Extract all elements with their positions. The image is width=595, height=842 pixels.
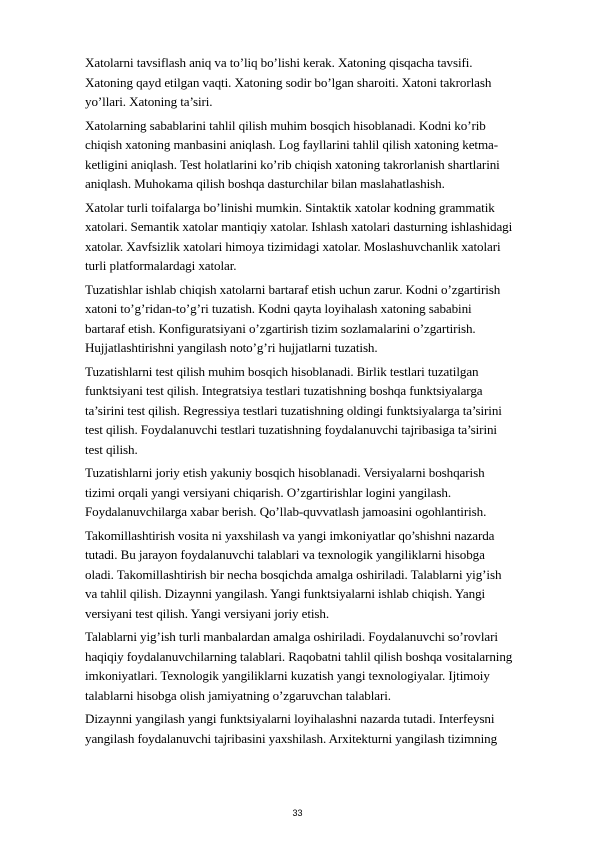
document-body — [85, 53, 555, 752]
page-number: 33 — [292, 808, 303, 818]
paragraph: Talablarni yig’ish turli manbalardan amalga oshiriladi. Foydalanuvchi so’rovlari haqiqiy foydalanuvchilarning talablari. Raqobatni tahlil qilish boshqa vositalarning imkoniyatlari. Texnologik yangiliklarni kuzatish yangi texnologiyalar. Ijtimoiy talablarni hisobga olish jamiyatning o’zgaruvchan talablari. — [85, 629, 513, 703]
paragraph: Tuzatishlarni test qilish muhim bosqich hisoblanadi. Birlik testlari tuzatilgan funktsiyani test qilish. Integratsiya testlari tuzatishning boshqa funktsiyalarga ta’sirini test qilish. Regressiya testlari tuzatishning oldingi funktsiyalarga ta’sirini test qilish. Foydalanuvchi testlari tuzatishning foydalanuvchi tajribasiga ta’sirini test qilish. — [85, 363, 502, 457]
paragraph: Tuzatishlarni joriy etish yakuniy bosqich hisoblanadi. Versiyalarni boshqarish tizimi orqali yangi versiyani chiqarish. O’zgartirishlar logini yangilash. Foydalanuvchilarga xabar berish. Qo’llab-quvvatlash jamoasini ogohlantirish. — [85, 465, 487, 519]
paragraph: Dizaynni yangilash yangi funktsiyalarni loyihalashni nazarda tutadi. Interfeysni yangilash foydalanuvchi tajribasini yaxshilash. Arxitekturni yangilash tizimning — [85, 711, 498, 746]
paragraph: Takomillashtirish vosita ni yaxshilash va yangi imkoniyatlar qo’shishni nazarda tutadi. Bu jarayon foydalanuvchi talablari va texnologik yangiliklarni hisobga oladi. Takomillashtirish bir necha bosqichda amalga oshiriladi. Talablarni yig’ish va tahlil qilish. Dizaynni yangilash. Yangi funktsiyalarni ishlab chiqish. Yangi versiyani test qilish. Yangi versiyani joriy etish. — [85, 527, 502, 621]
paragraph: Tuzatishlar ishlab chiqish xatolarni bartaraf etish uchun zarur. Kodni o’zgartirish xatoni to’g’ridan-to’g’ri tuzatish. Kodni qayta loyihalash xatoning sababini bartaraf etish. Konfiguratsiyani o’zgartirish tizim sozlamalarini o’zgartirish. Hujjatlashtirishni yangilash noto’g’ri hujjatlarni tuzatish. — [85, 281, 501, 355]
paragraph: Xatolarni tavsiflash aniq va to’liq bo’lishi kerak. Xatoning qisqacha tavsifi. Xatoning qayd etilgan vaqti. Xatoning sodir bo’lgan sharoiti. Xatoni takrorlash yo’llari. Xatoning ta’siri. — [85, 55, 492, 109]
paragraph: Xatolar turli toifalarga bo’linishi mumkin. Sintaktik xatolar kodning grammatik xatolari. Semantik xatolar mantiqiy xatolar. Ishlash xatolari dasturning ishlashidagi xatolar. Xavfsizlik xatolari himoya tizimidagi xatolar. Moslashuvchanlik xatolari turli platformalardagi xatolar. — [85, 199, 513, 273]
paragraph: Xatolarning sabablarini tahlil qilish muhim bosqich hisoblanadi. Kodni ko’rib chiqish xatoning manbasini aniqlash. Log fayllarini tahlil qilish xatoning ketma- ketligini aniqlash. Test holatlarini ko’rib chiqish xatoning takrorlanish shartlarini aniqlash. Muhokama qilish boshqa dasturchilar bilan maslahatlashish. — [85, 117, 500, 191]
